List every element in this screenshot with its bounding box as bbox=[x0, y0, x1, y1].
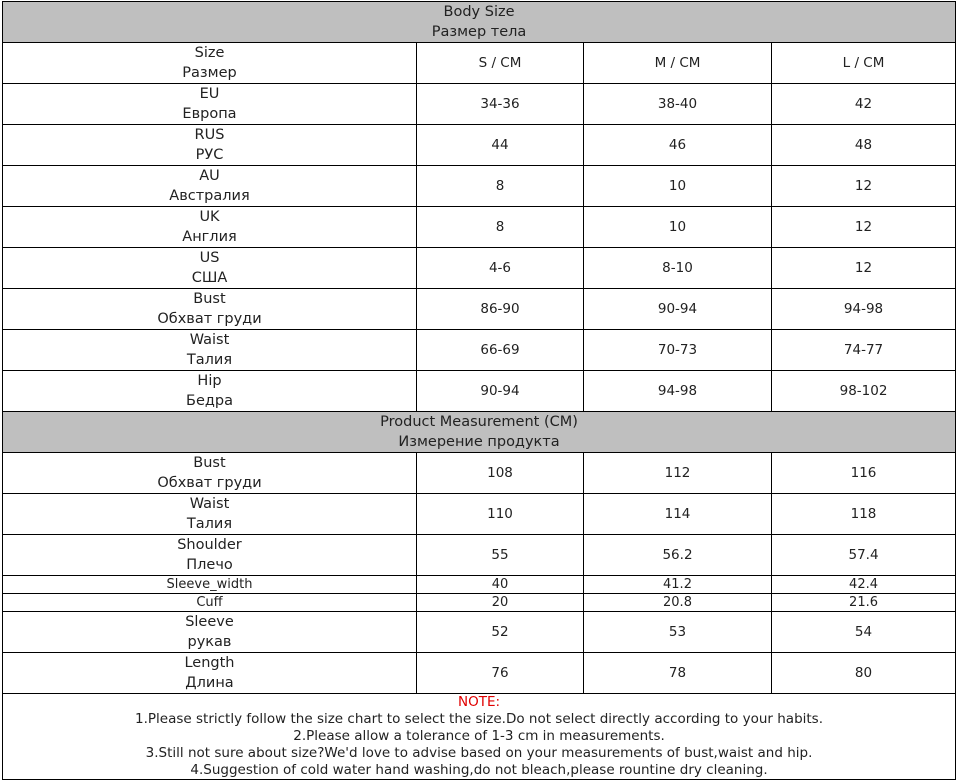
cell-s: 90-94 bbox=[417, 371, 584, 412]
row-label bbox=[3, 166, 417, 207]
cell-m: 53 bbox=[584, 612, 772, 653]
cell-l: 94-98 bbox=[772, 289, 956, 330]
cell-m: 56.2 bbox=[584, 535, 772, 576]
cell-m: 38-40 bbox=[584, 84, 772, 125]
note-line: 1.Please strictly follow the size chart to select the size.Do not select directly according to your habits. bbox=[135, 711, 824, 727]
cell-m: 10 bbox=[584, 207, 772, 248]
product-measurement-title bbox=[3, 412, 956, 453]
product-measurement-title-en: Product Measurement (CM) bbox=[380, 414, 578, 430]
table-row bbox=[3, 330, 956, 371]
cell-m: 94-98 bbox=[584, 371, 772, 412]
row-label-ru: Бедра bbox=[186, 393, 233, 409]
row-label bbox=[3, 289, 417, 330]
product-measurement-title-ru: Измерение продукта bbox=[398, 434, 560, 450]
table-row bbox=[3, 453, 956, 494]
cell-m: 8-10 bbox=[584, 248, 772, 289]
cell-s: 76 bbox=[417, 653, 584, 694]
column-header-l: L / CM bbox=[772, 43, 956, 84]
body-size-title-en: Body Size bbox=[443, 4, 515, 20]
row-label-ru: Австралия bbox=[169, 188, 250, 204]
row-label-en: AU bbox=[199, 168, 220, 184]
cell-m: 46 bbox=[584, 125, 772, 166]
cell-s: 20 bbox=[417, 594, 584, 612]
row-label-ru: Обхват груди bbox=[157, 311, 262, 327]
cell-l: 42.4 bbox=[772, 576, 956, 594]
table-row bbox=[3, 248, 956, 289]
cell-m: 41.2 bbox=[584, 576, 772, 594]
row-label-ru: Англия bbox=[182, 229, 237, 245]
note-line: 3.Still not sure about size?We'd love to advise based on your measurements of bust,waist and hip. bbox=[145, 745, 813, 761]
body-size-header-row bbox=[3, 2, 956, 43]
row-label bbox=[3, 84, 417, 125]
row-label bbox=[3, 125, 417, 166]
table-row bbox=[3, 594, 956, 612]
row-label-en: UK bbox=[199, 209, 220, 225]
row-label-en: Length bbox=[184, 655, 235, 671]
table-row bbox=[3, 166, 956, 207]
row-label bbox=[3, 494, 417, 535]
row-label-en: Bust bbox=[193, 291, 226, 307]
cell-m: 90-94 bbox=[584, 289, 772, 330]
row-label-ru: рукав bbox=[187, 634, 232, 650]
cell-l: 12 bbox=[772, 248, 956, 289]
cell-s: 44 bbox=[417, 125, 584, 166]
table-row bbox=[3, 653, 956, 694]
size-column-header-row bbox=[3, 43, 956, 84]
row-label-en: Waist bbox=[189, 332, 230, 348]
row-label bbox=[3, 330, 417, 371]
note-line: 2.Please allow a tolerance of 1-3 cm in measurements. bbox=[293, 728, 665, 744]
row-label-ru: РУС bbox=[195, 147, 224, 163]
row-label-ru: Плечо bbox=[186, 557, 233, 573]
row-label bbox=[3, 207, 417, 248]
row-label-en: EU bbox=[199, 86, 220, 102]
product-measurement-header-row bbox=[3, 412, 956, 453]
table-row bbox=[3, 207, 956, 248]
row-label-en: US bbox=[199, 250, 220, 266]
cell-m: 112 bbox=[584, 453, 772, 494]
notes-row bbox=[3, 694, 956, 780]
body-size-title bbox=[3, 2, 956, 43]
table-row bbox=[3, 289, 956, 330]
cell-l: 21.6 bbox=[772, 594, 956, 612]
cell-l: 54 bbox=[772, 612, 956, 653]
row-label-en: Bust bbox=[193, 455, 226, 471]
cell-l: 42 bbox=[772, 84, 956, 125]
size-header-label-ru: Размер bbox=[182, 65, 237, 81]
cell-s: 66-69 bbox=[417, 330, 584, 371]
row-label-en: Sleeve_width bbox=[3, 576, 417, 594]
row-label-en: RUS bbox=[194, 127, 225, 143]
cell-m: 114 bbox=[584, 494, 772, 535]
cell-l: 118 bbox=[772, 494, 956, 535]
cell-l: 80 bbox=[772, 653, 956, 694]
cell-s: 108 bbox=[417, 453, 584, 494]
note-title: NOTE: bbox=[457, 694, 501, 710]
cell-l: 98-102 bbox=[772, 371, 956, 412]
cell-s: 8 bbox=[417, 207, 584, 248]
cell-s: 55 bbox=[417, 535, 584, 576]
row-label-en: Sleeve bbox=[185, 614, 234, 630]
column-header-m: M / CM bbox=[584, 43, 772, 84]
row-label-ru: Европа bbox=[182, 106, 237, 122]
cell-l: 116 bbox=[772, 453, 956, 494]
row-label-en: Waist bbox=[189, 496, 230, 512]
cell-m: 10 bbox=[584, 166, 772, 207]
row-label-ru: Обхват груди bbox=[157, 475, 262, 491]
cell-s: 110 bbox=[417, 494, 584, 535]
row-label bbox=[3, 453, 417, 494]
table-row bbox=[3, 535, 956, 576]
cell-l: 12 bbox=[772, 166, 956, 207]
table-row bbox=[3, 84, 956, 125]
cell-m: 20.8 bbox=[584, 594, 772, 612]
row-label-ru: Талия bbox=[186, 352, 233, 368]
cell-s: 34-36 bbox=[417, 84, 584, 125]
cell-s: 8 bbox=[417, 166, 584, 207]
row-label-en: Cuff bbox=[3, 594, 417, 612]
note-line: 4.Suggestion of cold water hand washing,do not bleach,please rountine dry cleaning. bbox=[190, 762, 768, 778]
row-label-en: Shoulder bbox=[177, 537, 242, 553]
table-row bbox=[3, 494, 956, 535]
size-chart-table bbox=[2, 1, 956, 780]
cell-l: 12 bbox=[772, 207, 956, 248]
notes-section bbox=[3, 694, 956, 780]
row-label-en: Hip bbox=[197, 373, 222, 389]
cell-l: 57.4 bbox=[772, 535, 956, 576]
cell-m: 70-73 bbox=[584, 330, 772, 371]
cell-s: 40 bbox=[417, 576, 584, 594]
cell-l: 74-77 bbox=[772, 330, 956, 371]
column-header-s: S / CM bbox=[417, 43, 584, 84]
size-header-label-en: Size bbox=[194, 45, 225, 61]
cell-s: 86-90 bbox=[417, 289, 584, 330]
cell-s: 52 bbox=[417, 612, 584, 653]
cell-s: 4-6 bbox=[417, 248, 584, 289]
row-label-ru: США bbox=[191, 270, 228, 286]
row-label bbox=[3, 653, 417, 694]
size-header-label bbox=[3, 43, 417, 84]
table-row bbox=[3, 125, 956, 166]
cell-l: 48 bbox=[772, 125, 956, 166]
table-row bbox=[3, 371, 956, 412]
cell-m: 78 bbox=[584, 653, 772, 694]
row-label bbox=[3, 371, 417, 412]
table-row bbox=[3, 612, 956, 653]
body-size-title-ru: Размер тела bbox=[431, 24, 527, 40]
row-label bbox=[3, 248, 417, 289]
row-label bbox=[3, 535, 417, 576]
row-label bbox=[3, 612, 417, 653]
row-label-ru: Талия bbox=[186, 516, 233, 532]
table-row bbox=[3, 576, 956, 594]
row-label-ru: Длина bbox=[185, 675, 234, 691]
